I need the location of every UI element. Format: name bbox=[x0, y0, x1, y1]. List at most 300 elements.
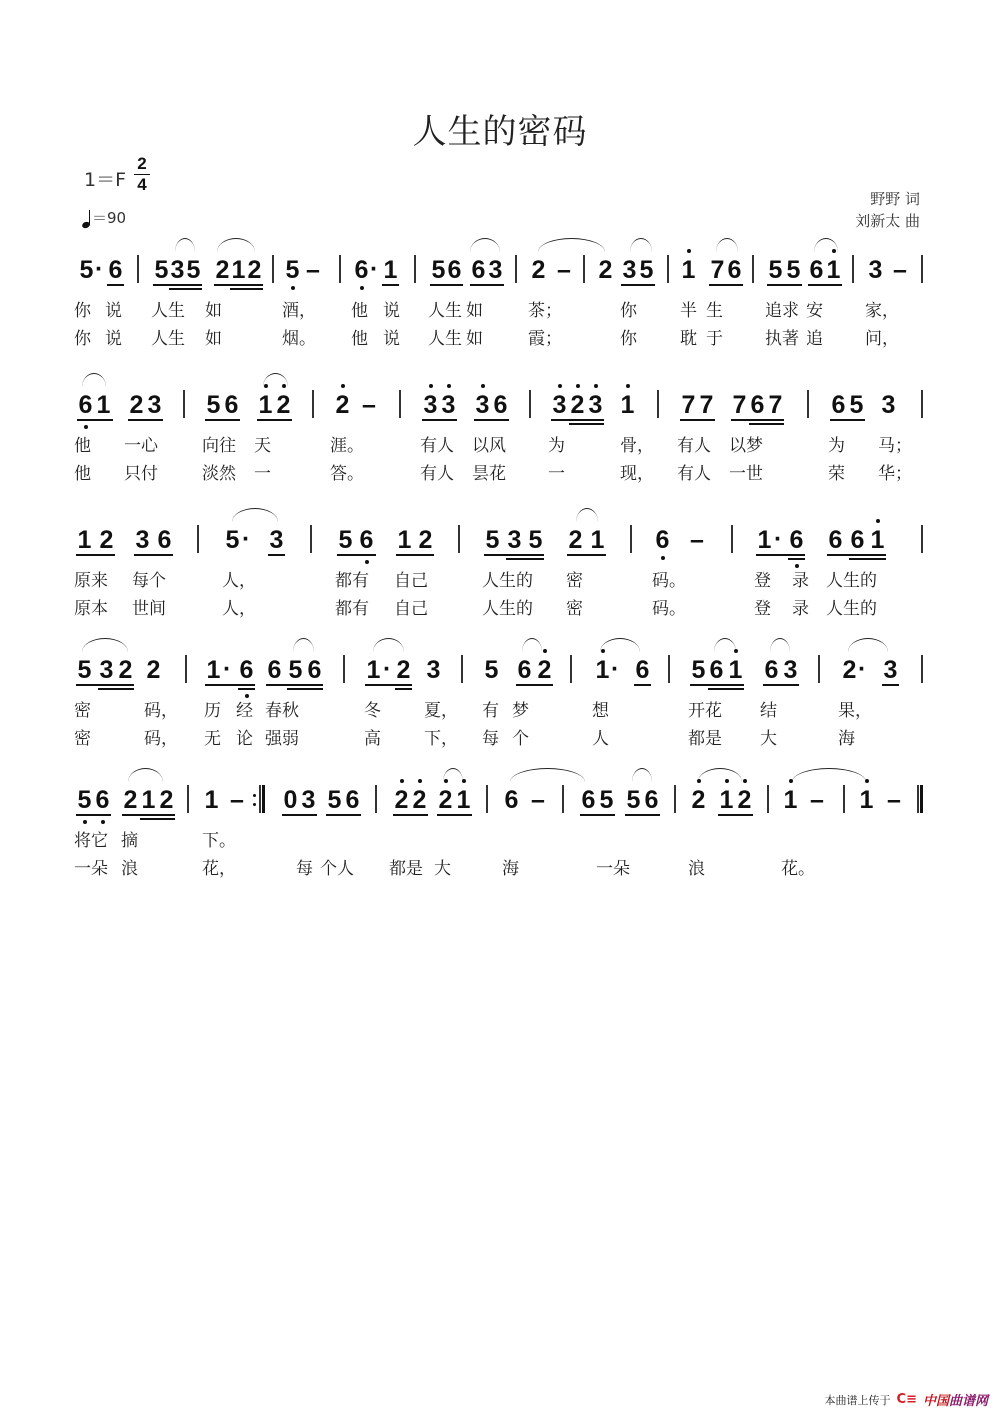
slur-arc bbox=[698, 768, 742, 782]
barline bbox=[657, 390, 659, 418]
lyric-syllable: 昙花 bbox=[472, 464, 506, 484]
note: 5 bbox=[285, 256, 300, 284]
beam-underline bbox=[266, 684, 323, 686]
lyric-syllable: 大 bbox=[434, 859, 451, 879]
slur-arc bbox=[576, 508, 598, 522]
lyric-syllable: 如 bbox=[205, 301, 222, 321]
sustain-dash: – bbox=[362, 391, 376, 419]
footer-text: 本曲谱上传于 bbox=[824, 1393, 891, 1407]
lyric-syllable: 半 bbox=[680, 301, 697, 321]
beam-underline bbox=[287, 688, 323, 690]
lyricist-credit: 野野 词 bbox=[870, 190, 920, 208]
lyric-syllable: 耽 bbox=[680, 329, 697, 349]
high-octave-dot bbox=[876, 519, 880, 523]
lyric-syllable: 密 bbox=[74, 729, 91, 749]
lyric-syllable: 浪 bbox=[121, 859, 138, 879]
note: 5 bbox=[768, 256, 783, 284]
beam-underline bbox=[569, 423, 604, 425]
beam-underline bbox=[634, 684, 651, 686]
note: 6 bbox=[517, 656, 532, 684]
lyric-syllable: 将它 bbox=[74, 831, 108, 851]
barline bbox=[529, 390, 531, 418]
beam-underline bbox=[76, 814, 111, 816]
barline bbox=[187, 785, 189, 813]
slur-arc bbox=[217, 238, 255, 252]
barline bbox=[197, 525, 199, 553]
lyric-syllable: 你 bbox=[620, 329, 637, 349]
note: 1 bbox=[258, 391, 273, 419]
lyric-syllable: 码， bbox=[144, 729, 178, 749]
lyric-syllable: 原来 bbox=[74, 571, 108, 591]
note: 6 bbox=[644, 786, 659, 814]
slur-arc bbox=[263, 373, 288, 387]
lyric-syllable: 以风 bbox=[472, 436, 506, 456]
beam-underline bbox=[382, 284, 399, 286]
note: 6 bbox=[95, 786, 110, 814]
beam-underline bbox=[214, 284, 263, 286]
lyric-syllable: 天 bbox=[254, 436, 271, 456]
note: 5 bbox=[599, 786, 614, 814]
note: 2 bbox=[159, 786, 174, 814]
lyric-syllable: 强弱 bbox=[265, 729, 299, 749]
beam-underline bbox=[849, 558, 886, 560]
lyric-syllable: 问， bbox=[865, 329, 899, 349]
lyric-syllable: 生 bbox=[706, 301, 723, 321]
lyric-syllable: 人生 bbox=[428, 329, 462, 349]
note: 1 bbox=[77, 526, 92, 554]
note: 2 bbox=[570, 391, 585, 419]
lyric-syllable: 浪 bbox=[688, 859, 705, 879]
beam-underline bbox=[205, 684, 255, 686]
barline bbox=[767, 785, 769, 813]
note: 2 bbox=[737, 786, 752, 814]
note: 5 bbox=[288, 656, 303, 684]
note: 6 bbox=[345, 786, 360, 814]
note: 3 bbox=[507, 526, 522, 554]
note: 6 bbox=[789, 526, 804, 554]
beam-underline bbox=[808, 284, 842, 286]
low-octave-dot bbox=[661, 556, 665, 560]
lyric-syllable: 人生 bbox=[151, 329, 185, 349]
low-octave-dot bbox=[101, 820, 105, 824]
slur-arc bbox=[232, 508, 278, 522]
lyric-syllable: 登 bbox=[754, 571, 771, 591]
beam-underline bbox=[107, 284, 124, 286]
lyric-syllable: 追求 bbox=[765, 301, 799, 321]
lyric-syllable: 人生 bbox=[428, 301, 462, 321]
beam-underline bbox=[230, 288, 263, 290]
beam-underline bbox=[282, 814, 317, 816]
note: 5 bbox=[206, 391, 221, 419]
beam-underline bbox=[98, 688, 134, 690]
lyric-syllable: 他 bbox=[351, 301, 368, 321]
time-signature-top: 2 bbox=[137, 154, 147, 173]
lyric-syllable: 下， bbox=[424, 729, 458, 749]
quarter-note-icon bbox=[82, 210, 92, 228]
note: 5 bbox=[626, 786, 641, 814]
lyric-syllable: 说 bbox=[383, 301, 400, 321]
lyric-syllable: 说 bbox=[105, 329, 122, 349]
barline bbox=[752, 255, 754, 283]
lyric-syllable: 人生的 bbox=[482, 571, 533, 591]
lyric-syllable: 执著 bbox=[765, 329, 799, 349]
note: 6 bbox=[828, 526, 843, 554]
lyric-syllable: 都有 bbox=[335, 571, 369, 591]
note: 6 bbox=[447, 256, 462, 284]
note: 2 bbox=[531, 256, 546, 284]
beam-underline bbox=[625, 814, 660, 816]
note: 6 bbox=[655, 526, 670, 554]
slur-arc bbox=[373, 638, 404, 652]
lyric-syllable: 安 bbox=[806, 301, 823, 321]
lyric-syllable: 荣 bbox=[828, 464, 845, 484]
slur-arc bbox=[128, 768, 163, 782]
note: 6 bbox=[157, 526, 172, 554]
lyric-syllable: 每 bbox=[482, 729, 499, 749]
lyric-syllable: 都有 bbox=[335, 599, 369, 619]
lyric-syllable: 码。 bbox=[652, 571, 686, 591]
lyric-syllable: 原本 bbox=[74, 599, 108, 619]
note: 1 bbox=[826, 256, 841, 284]
note: 1 bbox=[231, 256, 246, 284]
lyric-syllable: 有人 bbox=[420, 436, 454, 456]
beam-underline bbox=[718, 814, 753, 816]
notation-system bbox=[0, 640, 1000, 760]
beam-underline bbox=[205, 419, 240, 421]
note: 6 bbox=[239, 656, 254, 684]
low-octave-dot bbox=[83, 820, 87, 824]
barline bbox=[921, 255, 923, 283]
lyric-syllable: 有人 bbox=[420, 464, 454, 484]
note: 2 bbox=[129, 391, 144, 419]
note: 5 bbox=[338, 526, 353, 554]
barline bbox=[667, 255, 669, 283]
lyric-syllable: 人生的 bbox=[826, 571, 877, 591]
beam-underline bbox=[396, 554, 434, 556]
low-octave-dot bbox=[365, 560, 369, 564]
note: 2 bbox=[247, 256, 262, 284]
lyric-syllable: 一心 bbox=[124, 436, 158, 456]
beam-underline bbox=[767, 284, 802, 286]
note: 5 bbox=[79, 256, 94, 284]
note: 2 bbox=[215, 256, 230, 284]
sustain-dash: – bbox=[306, 256, 320, 284]
lyric-syllable: 结 bbox=[760, 701, 777, 721]
note: 6 bbox=[764, 656, 779, 684]
note: 5 bbox=[691, 656, 706, 684]
note: 6 bbox=[108, 256, 123, 284]
barline bbox=[921, 525, 923, 553]
lyric-syllable: 历 bbox=[204, 701, 221, 721]
slur-arc bbox=[82, 373, 106, 387]
site-logo-text: 中国曲谱网 bbox=[922, 1394, 988, 1409]
lyric-syllable: 以梦 bbox=[729, 436, 763, 456]
note: 3 bbox=[135, 526, 150, 554]
beam-underline bbox=[77, 419, 113, 421]
note: 3 bbox=[488, 256, 503, 284]
high-octave-dot bbox=[594, 384, 598, 388]
barline bbox=[807, 390, 809, 418]
note: 3 bbox=[441, 391, 456, 419]
lyric-syllable: 个 bbox=[512, 729, 529, 749]
lyric-syllable: 录 bbox=[792, 599, 809, 619]
augmentation-dot: · bbox=[242, 525, 251, 553]
augmentation-dot: · bbox=[611, 655, 620, 683]
slur-arc bbox=[82, 638, 128, 652]
lyric-syllable: 追 bbox=[806, 329, 823, 349]
barline bbox=[310, 525, 312, 553]
high-octave-dot bbox=[429, 384, 433, 388]
barline bbox=[852, 255, 854, 283]
lyric-syllable: 他 bbox=[351, 329, 368, 349]
note: 3 bbox=[99, 656, 114, 684]
lyric-syllable: 夏， bbox=[424, 701, 458, 721]
high-octave-dot bbox=[400, 779, 404, 783]
lyric-syllable: 人生的 bbox=[482, 599, 533, 619]
beam-underline bbox=[140, 818, 175, 820]
note: 6 bbox=[224, 391, 239, 419]
lyric-syllable: 无 bbox=[204, 729, 221, 749]
lyric-syllable: 他 bbox=[74, 464, 91, 484]
repeat-mark-part bbox=[262, 785, 265, 813]
repeat-end-barline bbox=[253, 788, 267, 812]
note: 2 bbox=[842, 656, 857, 684]
barline bbox=[486, 785, 488, 813]
note: 5 bbox=[485, 526, 500, 554]
beam-underline bbox=[680, 419, 715, 421]
lyric-syllable: 花。 bbox=[781, 859, 815, 879]
slur-arc bbox=[510, 768, 585, 782]
slur-arc bbox=[792, 768, 866, 782]
note: 3 bbox=[552, 391, 567, 419]
note: 6 bbox=[831, 391, 846, 419]
note: 3 bbox=[426, 656, 441, 684]
note: 1 bbox=[783, 786, 798, 814]
note: 5 bbox=[327, 786, 342, 814]
beam-underline bbox=[153, 284, 202, 286]
note: 5 bbox=[786, 256, 801, 284]
note: 6 bbox=[709, 656, 724, 684]
note: 5 bbox=[639, 256, 654, 284]
song-title: 人生的密码 bbox=[412, 112, 588, 152]
note-row bbox=[0, 640, 1000, 700]
augmentation-dot: · bbox=[774, 525, 783, 553]
barline bbox=[185, 655, 187, 683]
lyric-syllable: 码。 bbox=[652, 599, 686, 619]
barline bbox=[458, 525, 460, 553]
barline bbox=[668, 655, 670, 683]
beam-underline bbox=[709, 284, 743, 286]
tempo-marking bbox=[82, 207, 126, 228]
lyric-syllable: 马； bbox=[878, 436, 912, 456]
lyric-syllable: 密 bbox=[566, 599, 583, 619]
low-octave-dot bbox=[360, 286, 364, 290]
note: 1 bbox=[366, 656, 381, 684]
note: 5 bbox=[77, 786, 92, 814]
beam-underline bbox=[690, 684, 744, 686]
note: 6 bbox=[267, 656, 282, 684]
high-octave-dot bbox=[341, 384, 345, 388]
slur-arc bbox=[175, 238, 195, 252]
barline bbox=[921, 390, 923, 418]
slur-arc bbox=[630, 238, 652, 252]
barline bbox=[843, 785, 845, 813]
note: 7 bbox=[768, 391, 783, 419]
note: 1 bbox=[681, 256, 696, 284]
lyric-syllable: 人 bbox=[592, 729, 609, 749]
note: 3 bbox=[423, 391, 438, 419]
beam-underline bbox=[830, 419, 865, 421]
note: 1 bbox=[397, 526, 412, 554]
barline bbox=[731, 525, 733, 553]
beam-underline bbox=[756, 554, 805, 556]
beam-underline bbox=[422, 419, 457, 421]
slur-arc bbox=[538, 238, 605, 252]
sustain-dash: – bbox=[230, 786, 244, 814]
barline bbox=[183, 390, 185, 418]
notation-system bbox=[0, 510, 1000, 630]
note: 1 bbox=[728, 656, 743, 684]
beam-underline bbox=[128, 419, 163, 421]
barline bbox=[630, 525, 632, 553]
beam-underline bbox=[122, 814, 175, 816]
repeat-mark-part bbox=[253, 794, 256, 797]
note: 6 bbox=[581, 786, 596, 814]
note: 1 bbox=[383, 256, 398, 284]
note: 6 bbox=[471, 256, 486, 284]
lyric-syllable: 你 bbox=[74, 301, 91, 321]
notation-system bbox=[0, 770, 1000, 890]
lyric-syllable: 人生的 bbox=[826, 599, 877, 619]
lyric-syllable: 说 bbox=[383, 329, 400, 349]
note: 7 bbox=[681, 391, 696, 419]
high-octave-dot bbox=[576, 384, 580, 388]
note: 6 bbox=[850, 526, 865, 554]
note: 3 bbox=[883, 656, 898, 684]
lyric-syllable: 一世 bbox=[729, 464, 763, 484]
lyric-syllable: 果， bbox=[838, 701, 872, 721]
barline bbox=[312, 390, 314, 418]
note: 6 bbox=[307, 656, 322, 684]
lyric-syllable: 海 bbox=[838, 729, 855, 749]
note: 3 bbox=[301, 786, 316, 814]
slur-arc bbox=[814, 238, 838, 252]
lyric-syllable: 大 bbox=[760, 729, 777, 749]
note-row bbox=[0, 770, 1000, 830]
lyric-syllable: 人， bbox=[222, 599, 256, 619]
barline bbox=[461, 655, 463, 683]
beam-underline bbox=[268, 554, 285, 556]
lyric-syllable: 每个 bbox=[132, 571, 166, 591]
barline bbox=[375, 785, 377, 813]
lyric-syllable: 茶； bbox=[528, 301, 562, 321]
lyric-syllable: 登 bbox=[754, 599, 771, 619]
beam-underline bbox=[393, 814, 428, 816]
beam-underline bbox=[621, 284, 655, 286]
lyric-syllable: 自己 bbox=[394, 599, 428, 619]
sustain-dash: – bbox=[893, 256, 907, 284]
note: 1 bbox=[204, 786, 219, 814]
key-signature: 1＝F bbox=[84, 169, 127, 191]
lyric-syllable: 摘 bbox=[121, 831, 138, 851]
barline bbox=[562, 785, 564, 813]
note: 5 bbox=[431, 256, 446, 284]
slur-arc bbox=[522, 638, 542, 652]
lyric-syllable: 你 bbox=[620, 301, 637, 321]
slur-arc bbox=[632, 768, 652, 782]
lyric-syllable: 于 bbox=[706, 329, 723, 349]
note: 2 bbox=[412, 786, 427, 814]
lyric-syllable: 梦 bbox=[512, 701, 529, 721]
sustain-dash: – bbox=[690, 526, 704, 554]
lyric-syllable: 人生 bbox=[151, 301, 185, 321]
lyric-syllable: 下。 bbox=[202, 831, 236, 851]
lyric-syllable: 为 bbox=[828, 436, 845, 456]
note: 1 bbox=[870, 526, 885, 554]
notation-system bbox=[0, 240, 1000, 360]
high-octave-dot bbox=[418, 779, 422, 783]
sustain-dash: – bbox=[557, 256, 571, 284]
lyric-syllable: 码， bbox=[144, 701, 178, 721]
note: 3 bbox=[269, 526, 284, 554]
lyric-syllable: 自己 bbox=[394, 571, 428, 591]
note: 1 bbox=[96, 391, 111, 419]
lyric-syllable: 现， bbox=[620, 464, 654, 484]
lyric-syllable: 密 bbox=[566, 571, 583, 591]
note: 2 bbox=[276, 391, 291, 419]
note: 3 bbox=[622, 256, 637, 284]
augmentation-dot: · bbox=[95, 255, 104, 283]
note: 6 bbox=[78, 391, 93, 419]
note: 2 bbox=[568, 526, 583, 554]
note: 1 bbox=[456, 786, 471, 814]
lyric-syllable: 有人 bbox=[677, 464, 711, 484]
lyric-syllable: 有人 bbox=[677, 436, 711, 456]
tempo-value: ＝90 bbox=[92, 209, 127, 227]
high-octave-dot bbox=[687, 249, 691, 253]
note: 6 bbox=[635, 656, 650, 684]
beam-underline bbox=[437, 814, 472, 816]
repeat-mark-part bbox=[253, 803, 256, 806]
note: 5 bbox=[154, 256, 169, 284]
note: 2 bbox=[123, 786, 138, 814]
note: 6 bbox=[504, 786, 519, 814]
lyric-syllable: 冬 bbox=[364, 701, 381, 721]
note: 2 bbox=[394, 786, 409, 814]
beam-underline bbox=[827, 554, 886, 556]
lyric-syllable: 海 bbox=[502, 859, 519, 879]
note: 2 bbox=[118, 656, 133, 684]
barline bbox=[818, 655, 820, 683]
barline bbox=[137, 255, 139, 283]
lyric-syllable: 高 bbox=[364, 729, 381, 749]
note: 3 bbox=[881, 391, 896, 419]
note: 3 bbox=[783, 656, 798, 684]
sustain-dash: – bbox=[531, 786, 545, 814]
sustain-dash: – bbox=[810, 786, 824, 814]
lyric-syllable: 录 bbox=[792, 571, 809, 591]
note: 2 bbox=[146, 656, 161, 684]
note-row bbox=[0, 240, 1000, 300]
composer-credit: 刘新太 曲 bbox=[855, 212, 920, 230]
lyric-syllable: 涯。 bbox=[330, 436, 364, 456]
lyric-syllable: 为 bbox=[548, 436, 565, 456]
beam-underline bbox=[580, 814, 615, 816]
note: 3 bbox=[170, 256, 185, 284]
beam-underline bbox=[788, 558, 805, 560]
lyric-syllable: 都是 bbox=[688, 729, 722, 749]
low-octave-dot bbox=[84, 425, 88, 429]
